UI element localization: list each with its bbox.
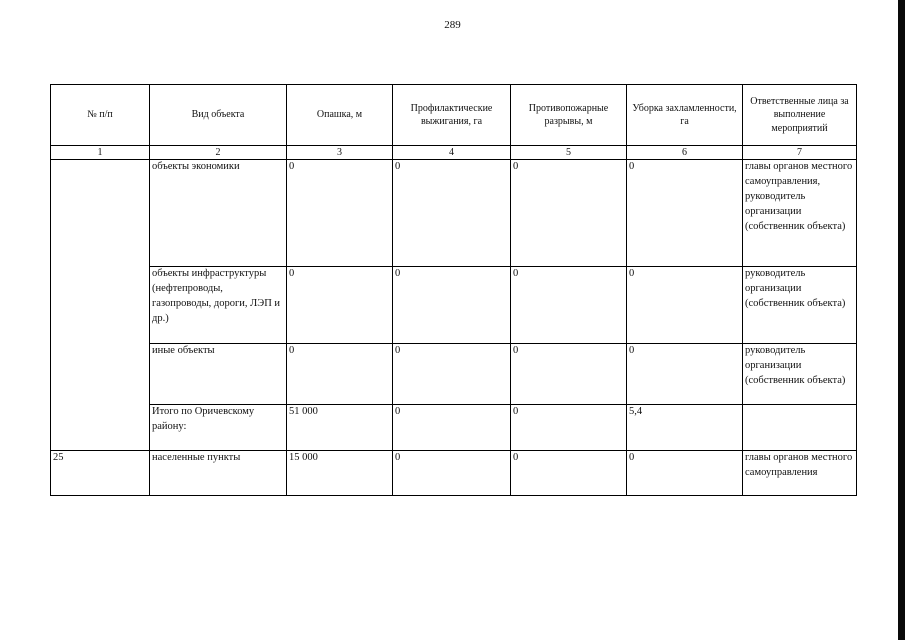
table-row — [51, 160, 857, 267]
table-row — [51, 267, 857, 344]
column-number: 2 — [150, 146, 287, 160]
firebreaks-cell: 0 — [511, 267, 627, 344]
column-number: 7 — [743, 146, 857, 160]
header-firebreaks: Противопожарные разрывы, м — [511, 85, 627, 146]
burning-cell: 0 — [393, 160, 511, 267]
column-number: 3 — [287, 146, 393, 160]
plowing-cell: 15 000 — [287, 451, 393, 496]
total-row — [51, 405, 857, 451]
cleanup-cell: 0 — [627, 344, 743, 405]
row-number-cell — [51, 160, 150, 451]
column-number: 1 — [51, 146, 150, 160]
firebreaks-cell: 0 — [511, 405, 627, 451]
cleanup-cell: 5,4 — [627, 405, 743, 451]
firebreaks-cell: 0 — [511, 451, 627, 496]
cleanup-cell: 0 — [627, 160, 743, 267]
header-responsible: Ответственные лица за выполнение мероприятий — [743, 85, 857, 146]
plowing-cell: 0 — [287, 344, 393, 405]
header-object-type: Вид объекта — [150, 85, 287, 146]
column-number: 6 — [627, 146, 743, 160]
object-type-cell: иные объекты — [150, 344, 287, 405]
burning-cell: 0 — [393, 267, 511, 344]
column-number-row — [51, 146, 857, 160]
object-type-cell: населенные пункты — [150, 451, 287, 496]
cleanup-cell: 0 — [627, 267, 743, 344]
header-row — [51, 85, 857, 146]
header-prescribed-burning: Профилактические выжигания, га — [393, 85, 511, 146]
object-type-cell: объекты инфраструктуры (нефтепроводы, газопроводы, дороги, ЛЭП и др.) — [150, 267, 287, 344]
table-row — [51, 344, 857, 405]
responsible-cell: главы органов местного самоуправления, руководитель организации (собственник объекта) — [743, 160, 857, 267]
responsible-cell: главы органов местного самоуправления — [743, 451, 857, 496]
burning-cell: 0 — [393, 344, 511, 405]
burning-cell: 0 — [393, 405, 511, 451]
cleanup-cell: 0 — [627, 451, 743, 496]
firebreaks-cell: 0 — [511, 344, 627, 405]
plowing-cell: 0 — [287, 267, 393, 344]
fire-prevention-table — [50, 84, 857, 496]
page-number: 289 — [444, 19, 461, 31]
column-number: 5 — [511, 146, 627, 160]
total-label-cell: Итого по Оричевскому району: — [150, 405, 287, 451]
burning-cell: 0 — [393, 451, 511, 496]
object-type-cell: объекты экономики — [150, 160, 287, 267]
plowing-cell: 0 — [287, 160, 393, 267]
table-row — [51, 451, 857, 496]
scan-edge-bar — [898, 0, 905, 640]
row-number-cell: 25 — [51, 451, 150, 496]
firebreaks-cell: 0 — [511, 160, 627, 267]
responsible-cell: руководитель организации (собственник объекта) — [743, 267, 857, 344]
header-number: № п/п — [51, 85, 150, 146]
responsible-cell — [743, 405, 857, 451]
plowing-cell: 51 000 — [287, 405, 393, 451]
responsible-cell: руководитель организации (собственник объекта) — [743, 344, 857, 405]
header-debris-cleanup: Уборка захламленности, га — [627, 85, 743, 146]
header-plowing: Опашка, м — [287, 85, 393, 146]
column-number: 4 — [393, 146, 511, 160]
